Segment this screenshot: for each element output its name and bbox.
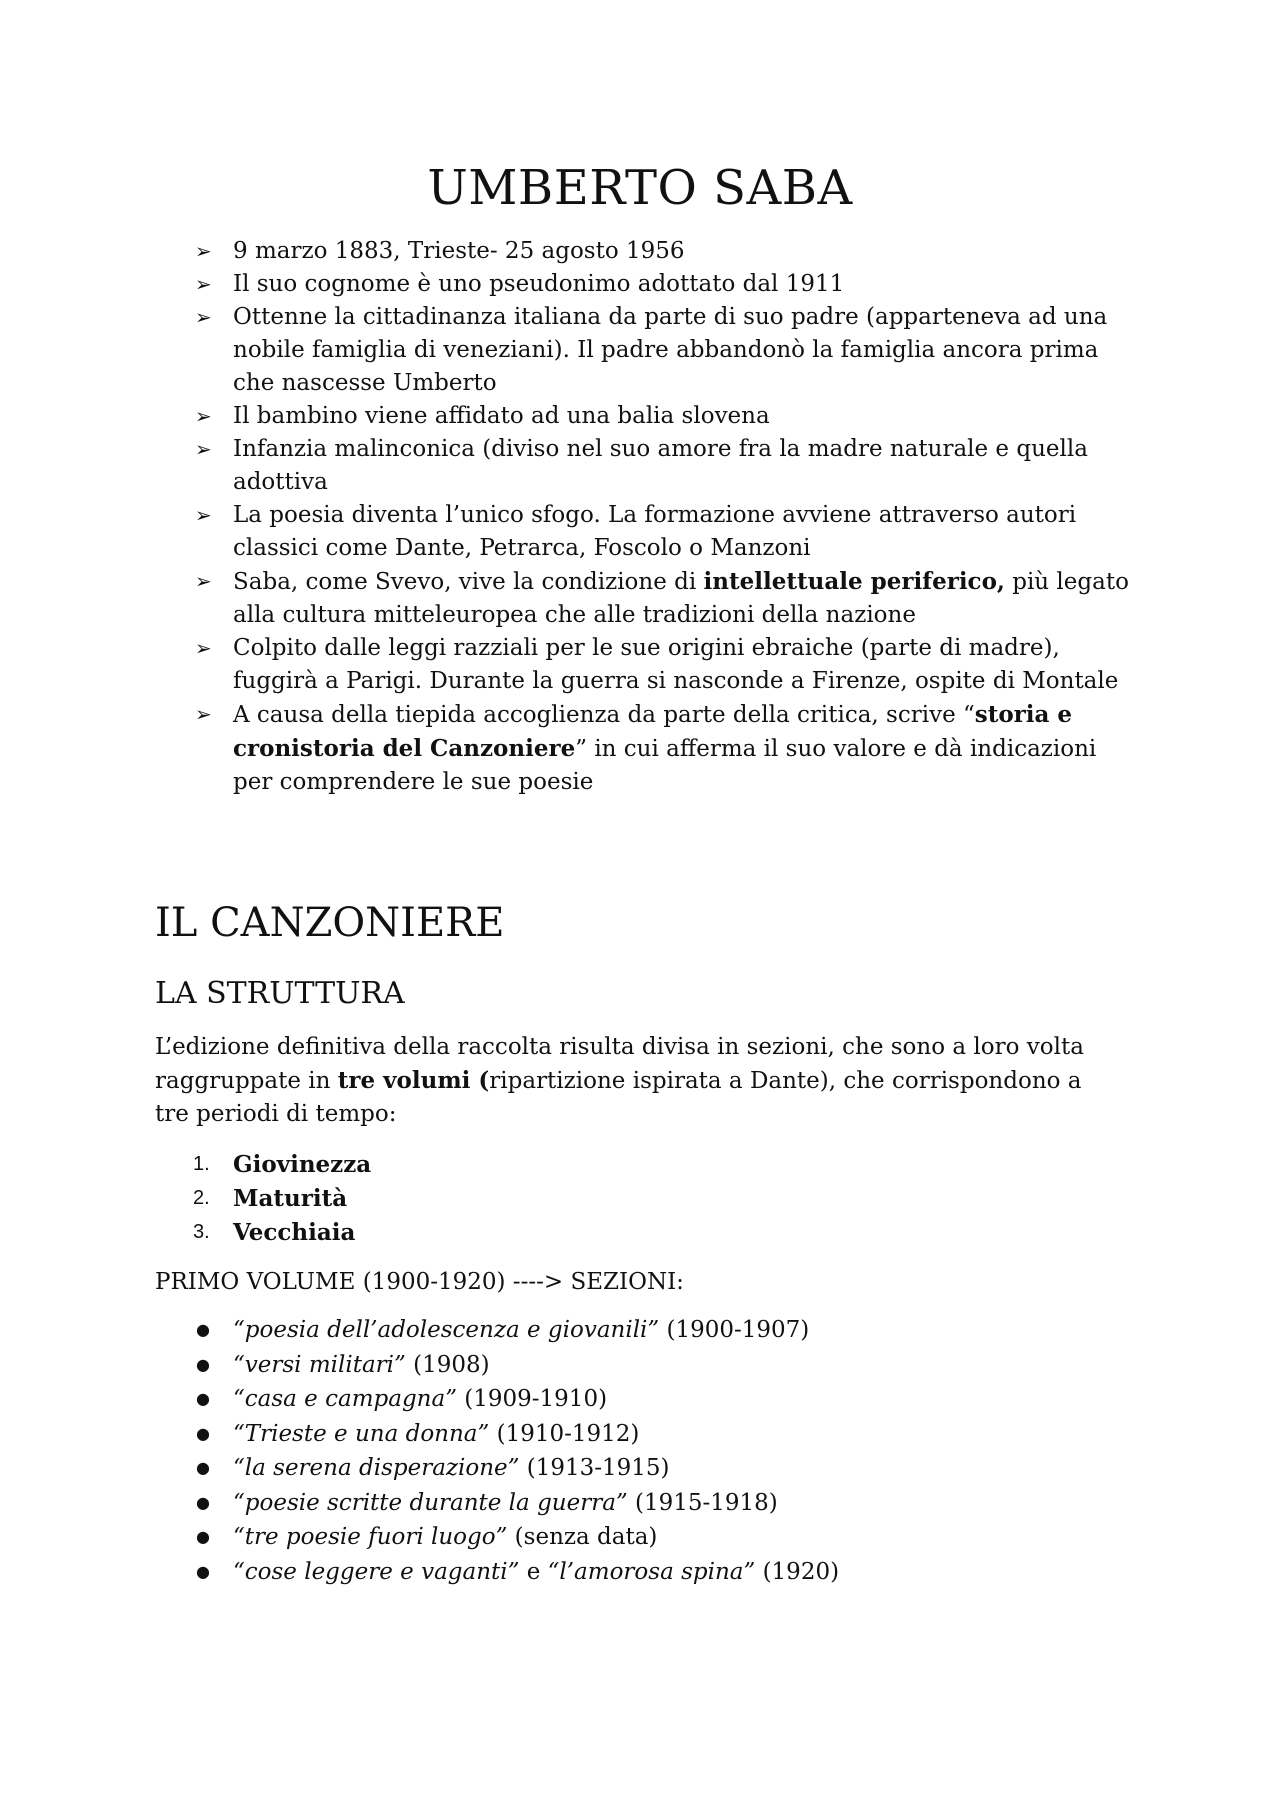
list-item	[190, 499, 1140, 565]
section-title: “la serena disperazione”	[233, 1455, 520, 1481]
item-text: Ottenne la cittadinanza italiana da parte di suo padre (apparteneva ad una nobile famiglia di veneziani). Il padre abbandonò la famiglia ancora prima che nascesse Umberto	[233, 304, 1108, 396]
section-date: (1913-1915)	[519, 1455, 670, 1481]
item-text: 9 marzo 1883, Trieste- 25 agosto 1956	[233, 238, 685, 264]
list-item	[190, 698, 1140, 799]
bullet-dot-icon: ●	[196, 1320, 210, 1339]
volume-label: Vecchiaia	[233, 1219, 356, 1246]
list-item	[190, 235, 1140, 268]
bullet-dot-icon: ●	[196, 1527, 210, 1546]
arrow-right-icon: ➢	[195, 636, 212, 660]
list-number: 1.	[193, 1153, 210, 1175]
bullet-dot-icon: ●	[196, 1423, 210, 1443]
section-title: “poesie scritte durante la guerra”	[233, 1489, 628, 1516]
section-date: (1910-1912)	[489, 1420, 640, 1447]
section-title: “casa e campagna”	[233, 1386, 457, 1412]
list-item	[190, 301, 1140, 400]
section-title: “cose leggere e vaganti”	[233, 1558, 520, 1585]
list-number: 3.	[193, 1221, 210, 1243]
section-title: “poesia dell’adolescenza e giovanili”	[233, 1317, 660, 1343]
volume-label: Giovinezza	[233, 1151, 372, 1178]
section-date: (1908)	[405, 1351, 490, 1378]
list-item	[190, 632, 1140, 698]
bold-text: storia e cronistoria del Canzoniere	[233, 701, 1073, 762]
list-item	[155, 1417, 839, 1452]
section-heading: IL CANZONIERE	[155, 900, 505, 946]
bullet-dot-icon: ●	[196, 1389, 210, 1408]
item-text: Saba, come Svevo, vive la condizione di	[233, 569, 704, 595]
structure-paragraph	[155, 1031, 1115, 1131]
volume-label: Maturità	[233, 1185, 348, 1212]
paragraph-text: L’edizione definitiva della raccolta risulta divisa in sezioni, che sono a loro volta raggruppate in	[155, 1034, 1084, 1094]
list-item	[155, 1382, 839, 1417]
arrow-right-icon: ➢	[195, 702, 212, 726]
bullet-dot-icon: ●	[196, 1354, 210, 1374]
list-item	[155, 1520, 839, 1555]
section-date: (1915-1918)	[627, 1489, 778, 1516]
item-text: La poesia diventa l’unico sfogo. La formazione avviene attraverso autori classici come Dante, Petrarca, Foscolo o Manzoni	[233, 502, 1077, 561]
arrow-right-icon: ➢	[195, 569, 212, 593]
page-title: UMBERTO SABA	[427, 160, 853, 216]
arrow-right-icon: ➢	[195, 404, 212, 428]
list-item	[190, 400, 1140, 433]
section-date: (1900-1907)	[659, 1317, 810, 1343]
list-item	[155, 1451, 839, 1486]
list-item	[155, 1313, 839, 1348]
section-date: (1920)	[755, 1558, 840, 1585]
list-item	[155, 1348, 839, 1383]
section-title: “versi militari”	[233, 1351, 406, 1378]
section-date: (senza data)	[507, 1524, 658, 1550]
first-volume-heading: PRIMO VOLUME (1900-1920) ----> SEZIONI:	[155, 1269, 684, 1295]
section-connector: e	[519, 1558, 548, 1585]
item-text: più legato alla cultura mitteleuropea che alle tradizioni della nazione	[233, 569, 1129, 628]
bold-text: intellettuale periferico,	[703, 568, 1005, 595]
list-item	[155, 1148, 371, 1182]
item-text: Il suo cognome è uno pseudonimo adottato dal 1911	[233, 271, 845, 297]
list-item	[155, 1555, 839, 1590]
subsection-heading: LA STRUTTURA	[155, 976, 405, 1011]
volumes-list	[155, 1148, 371, 1250]
section-title: “Trieste e una donna”	[233, 1420, 490, 1447]
item-text: Il bambino viene affidato ad una balia slovena	[233, 403, 770, 429]
list-item	[190, 268, 1140, 301]
list-number: 2.	[193, 1187, 210, 1209]
item-text: Infanzia malinconica (diviso nel suo amore fra la madre naturale e quella adottiva	[233, 436, 1088, 495]
biography-list	[190, 235, 1140, 799]
arrow-right-icon: ➢	[195, 305, 212, 329]
list-item	[190, 565, 1140, 632]
item-text: A causa della tiepida accoglienza da parte della critica, scrive “	[233, 702, 975, 728]
bullet-dot-icon: ●	[196, 1458, 210, 1477]
bullet-dot-icon: ●	[196, 1492, 210, 1512]
bold-text: tre volumi (	[337, 1067, 490, 1094]
sections-list	[155, 1313, 839, 1589]
item-text: ” in cui afferma il suo valore e dà indicazioni per comprendere le sue poesie	[233, 736, 1097, 795]
arrow-right-icon: ➢	[195, 239, 212, 263]
arrow-right-icon: ➢	[195, 272, 212, 296]
arrow-right-icon: ➢	[195, 437, 212, 461]
paragraph-text: ripartizione ispirata a Dante), che corrispondono a tre periodi di tempo:	[155, 1068, 1082, 1127]
arrow-right-icon: ➢	[195, 503, 212, 527]
section-title: “l’amorosa spina”	[547, 1558, 756, 1585]
list-item	[155, 1182, 371, 1216]
list-item	[190, 433, 1140, 499]
bullet-dot-icon: ●	[196, 1561, 210, 1581]
section-date: (1909-1910)	[456, 1386, 608, 1412]
section-title: “tre poesie fuori luogo”	[233, 1524, 508, 1550]
item-text: Colpito dalle leggi razziali per le sue origini ebraiche (parte di madre), fuggirà a Parigi. Durante la guerra si nasconde a Firenze, ospite di Montale	[233, 635, 1119, 694]
list-item	[155, 1486, 839, 1521]
list-item	[155, 1216, 371, 1250]
